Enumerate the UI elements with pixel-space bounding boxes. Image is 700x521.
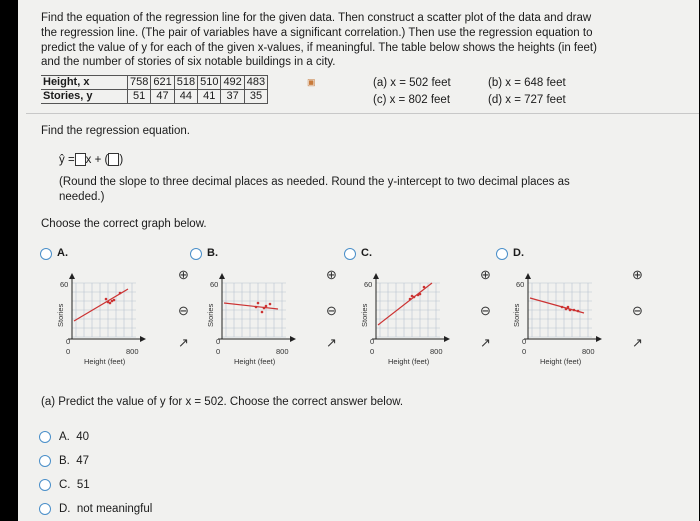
x-tick-label: 0 xyxy=(66,347,71,356)
height-label: Height, x xyxy=(41,76,128,90)
stories-cell: 51 xyxy=(128,90,151,104)
zoom-out-icon[interactable]: ⊖ xyxy=(326,303,337,318)
regression-line xyxy=(530,298,584,313)
x-value-b: (b) x = 648 feet xyxy=(488,77,566,89)
height-row xyxy=(41,76,268,90)
expand-icon[interactable]: ↗ xyxy=(178,335,189,350)
graph-option-label: D. xyxy=(513,247,524,259)
regression-equation xyxy=(59,153,123,168)
answer-letter: C. xyxy=(59,479,71,491)
y-axis-arrow xyxy=(219,273,225,279)
x-tick-label: 0 xyxy=(216,347,221,356)
y-tick-label: 0 xyxy=(370,337,375,346)
zoom-in-icon[interactable]: ⊕ xyxy=(326,267,337,282)
data-point xyxy=(413,296,416,299)
close-paren: ) xyxy=(119,154,124,166)
radio-graph-a[interactable] xyxy=(40,248,52,260)
x-tick-label: 0 xyxy=(370,347,375,356)
data-point xyxy=(419,293,422,296)
x-axis-arrow xyxy=(140,336,146,342)
x-axis-label: Height (feet) xyxy=(84,357,126,366)
answer-text: 40 xyxy=(76,431,90,443)
x-axis-label: Height (feet) xyxy=(234,357,276,366)
y-tick-label: 60 xyxy=(364,280,373,289)
x-axis-arrow xyxy=(444,336,450,342)
answer-c[interactable] xyxy=(59,478,90,493)
stories-label: Stories, y xyxy=(41,90,128,104)
y-axis-arrow xyxy=(525,273,531,279)
divider xyxy=(26,113,699,114)
scatter-plot xyxy=(68,273,148,343)
scatter-plot xyxy=(372,273,452,343)
height-cell: 758 xyxy=(128,76,151,90)
answer-a[interactable] xyxy=(59,430,89,445)
graph-option-d[interactable] xyxy=(496,245,646,375)
zoom-in-icon[interactable]: ⊕ xyxy=(178,267,189,282)
graph-option-label: A. xyxy=(57,247,68,259)
data-point xyxy=(569,309,572,312)
x-tick-label: 800 xyxy=(126,347,139,356)
data-point xyxy=(561,306,564,309)
height-cell: 621 xyxy=(151,76,174,90)
expand-icon[interactable]: ↗ xyxy=(326,335,337,350)
find-regression-label: Find the regression equation. xyxy=(41,125,190,137)
zoom-out-icon[interactable]: ⊖ xyxy=(632,303,643,318)
data-point xyxy=(567,306,570,309)
data-point xyxy=(265,305,268,308)
zoom-out-icon[interactable]: ⊖ xyxy=(480,303,491,318)
intro-line: predict the value of y for each of the given x-values, if meaningful. The table below shows the heights (in feet) xyxy=(41,41,597,54)
height-cell: 492 xyxy=(221,76,244,90)
data-point xyxy=(565,308,568,311)
data-point xyxy=(573,309,576,312)
radio-answer-a[interactable] xyxy=(39,431,51,443)
data-point xyxy=(409,298,412,301)
open-paren: ( xyxy=(104,154,109,166)
answer-letter: A. xyxy=(59,431,70,443)
expand-icon[interactable]: ↗ xyxy=(632,335,643,350)
x-tick-label: 800 xyxy=(430,347,443,356)
data-table xyxy=(41,75,268,104)
y-axis-arrow xyxy=(373,273,379,279)
data-point xyxy=(423,286,426,289)
intro-line: and the number of stories of six notable buildings in a city. xyxy=(41,56,336,69)
data-point xyxy=(119,292,122,295)
rounding-note-cont: needed.) xyxy=(59,191,105,203)
data-point xyxy=(261,311,264,314)
graph-option-c[interactable] xyxy=(344,245,494,375)
x-axis-arrow xyxy=(290,336,296,342)
stories-cell: 44 xyxy=(174,90,197,104)
height-cell: 483 xyxy=(244,76,267,90)
data-point xyxy=(109,302,112,305)
x-axis-label: Height (feet) xyxy=(388,357,430,366)
stories-cell: 41 xyxy=(198,90,221,104)
data-point xyxy=(257,302,260,305)
answer-text: 47 xyxy=(76,455,90,467)
answer-letter: D. xyxy=(59,503,71,515)
answer-letter: B. xyxy=(59,455,70,467)
graph-option-a[interactable] xyxy=(40,245,190,375)
stories-row xyxy=(41,90,268,104)
data-point xyxy=(105,298,108,301)
expand-icon[interactable]: ↗ xyxy=(480,335,491,350)
y-tick-label: 60 xyxy=(210,280,219,289)
x-value-a: (a) x = 502 feet xyxy=(373,77,451,89)
problem-statement xyxy=(41,11,681,70)
scatter-plot xyxy=(524,273,604,343)
data-point xyxy=(269,303,272,306)
y-tick-label: 60 xyxy=(60,280,69,289)
y-axis-label: Stories xyxy=(56,303,65,327)
question-panel xyxy=(18,0,699,521)
rounding-note: (Round the slope to three decimal places as needed. Round the y-intercept to two decimal places as xyxy=(59,176,570,188)
data-point xyxy=(577,310,580,313)
zoom-out-icon[interactable]: ⊖ xyxy=(178,303,189,318)
answer-b[interactable] xyxy=(59,454,89,469)
radio-answer-c[interactable] xyxy=(39,479,51,491)
graph-option-label: B. xyxy=(207,247,218,259)
data-point xyxy=(263,307,266,310)
x-axis-arrow xyxy=(596,336,602,342)
copy-icon[interactable]: ▣ xyxy=(307,77,316,87)
choose-graph-label: Choose the correct graph below. xyxy=(41,218,207,230)
answer-d[interactable] xyxy=(59,502,152,517)
scatter-plot xyxy=(218,273,298,343)
x-value-c: (c) x = 802 feet xyxy=(373,94,451,106)
height-cell: 518 xyxy=(174,76,197,90)
stories-cell: 35 xyxy=(244,90,267,104)
intro-line: the regression line. (The pair of variables have a significant correlation.) Then use the regression equation to xyxy=(41,26,593,39)
y-tick-label: 0 xyxy=(216,337,221,346)
x-plus: x + xyxy=(85,154,102,166)
x-tick-label: 800 xyxy=(276,347,289,356)
graph-option-label: C. xyxy=(361,247,372,259)
y-axis-label: Stories xyxy=(360,303,369,327)
zoom-in-icon[interactable]: ⊕ xyxy=(480,267,491,282)
stories-cell: 37 xyxy=(221,90,244,104)
y-axis-arrow xyxy=(69,273,75,279)
x-tick-label: 800 xyxy=(582,347,595,356)
y-axis-label: Stories xyxy=(512,303,521,327)
y-tick-label: 0 xyxy=(66,337,71,346)
radio-graph-c[interactable] xyxy=(344,248,356,260)
x-tick-label: 0 xyxy=(522,347,527,356)
answer-text: 51 xyxy=(76,479,90,491)
question-a: (a) Predict the value of y for x = 502. Choose the correct answer below. xyxy=(41,396,404,408)
graph-option-b[interactable] xyxy=(190,245,340,375)
x-axis-label: Height (feet) xyxy=(540,357,582,366)
height-cell: 510 xyxy=(198,76,221,90)
data-point xyxy=(113,299,116,302)
y-hat: ŷ = xyxy=(59,154,75,166)
intro-line: Find the equation of the regression line for the given data. Then construct a scatter plot of the data and draw xyxy=(41,12,592,24)
answer-text: not meaningful xyxy=(76,503,153,515)
radio-graph-d[interactable] xyxy=(496,248,508,260)
radio-answer-d[interactable] xyxy=(39,503,51,515)
intercept-input[interactable] xyxy=(108,153,119,166)
radio-answer-b[interactable] xyxy=(39,455,51,467)
x-value-d: (d) x = 727 feet xyxy=(488,94,566,106)
slope-input[interactable] xyxy=(75,153,86,166)
zoom-in-icon[interactable]: ⊕ xyxy=(632,267,643,282)
y-tick-label: 0 xyxy=(522,337,527,346)
y-tick-label: 60 xyxy=(516,280,525,289)
y-axis-label: Stories xyxy=(206,303,215,327)
stories-cell: 47 xyxy=(151,90,174,104)
radio-graph-b[interactable] xyxy=(190,248,202,260)
data-point xyxy=(255,306,258,309)
